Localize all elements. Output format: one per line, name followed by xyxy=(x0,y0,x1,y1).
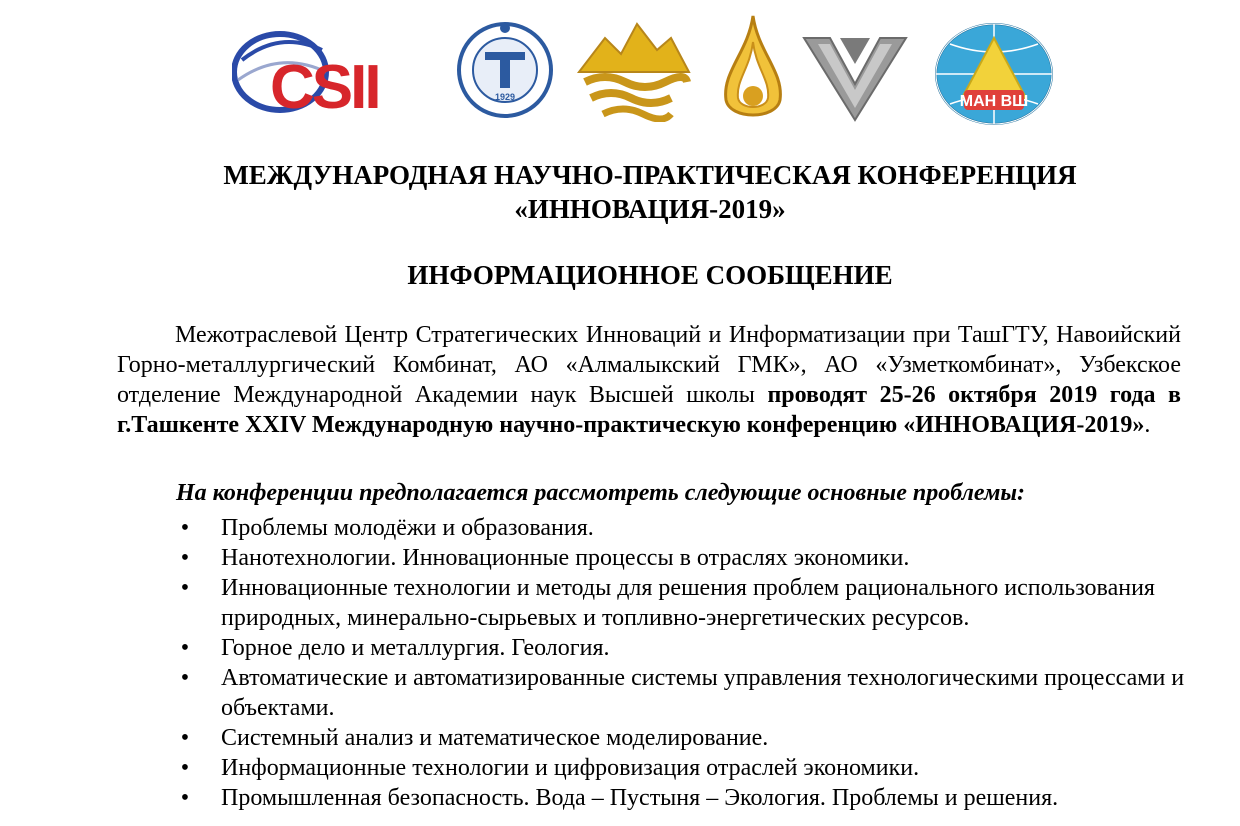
list-item: • Промышленная безопасность. Вода – Пустыня – Экология. Проблемы и решения. xyxy=(117,783,1217,813)
list-item: • Системный анализ и математическое моделирование. xyxy=(117,723,1217,753)
conference-title-line1: МЕЖДУНАРОДНАЯ НАУЧНО-ПРАКТИЧЕСКАЯ КОНФЕРЕНЦИЯ xyxy=(223,160,1077,190)
tstu-logo xyxy=(455,16,555,124)
bullet: • xyxy=(180,515,190,541)
bullet: • xyxy=(180,545,190,571)
svg-text:МАН ВШ: МАН ВШ xyxy=(959,93,1029,110)
topics-lead: На конференции предполагается рассмотреть следующие основные проблемы: xyxy=(176,480,1026,506)
list-item: • Автоматические и автоматизированные системы управления технологическими процессами и объектами. xyxy=(117,663,1217,723)
man-vsh-logo xyxy=(930,20,1058,128)
bullet: • xyxy=(180,575,190,601)
intro-bold-text: проводят 25-26 октября 2019 года в г.Ташкенте XXIV Международную научно-практическую конференцию «ИННОВАЦИЯ-2019» xyxy=(117,382,1181,438)
bullet: • xyxy=(180,635,190,661)
svg-text:CSII: CSII xyxy=(270,53,379,120)
intro-text: Межотраслевой Центр Стратегических Инноваций и Информатизации при ТашГТУ, Навоийский Горно-металлургический Комбинат, АО «Алмалыкский ГМК», АО «Узметкомбинат», Узбекское отделение Международной Академии наук Высшей школы xyxy=(117,322,1181,408)
bullet: • xyxy=(180,755,190,781)
list-item: • Проблемы молодёжи и образования. xyxy=(117,513,1217,543)
chevron-logo xyxy=(800,24,910,124)
mountain-logo xyxy=(575,18,693,122)
drop-logo xyxy=(718,12,788,130)
conference-title-line2: «ИННОВАЦИЯ-2019» xyxy=(514,194,786,224)
bullet: • xyxy=(180,785,190,811)
csii-logo xyxy=(232,20,432,120)
list-item: • Горное дело и металлургия. Геология. xyxy=(117,633,1217,663)
bullet: • xyxy=(180,725,190,751)
list-item: • Нанотехнологии. Инновационные процессы в отраслях экономики. xyxy=(117,543,1217,573)
list-item: • Инновационные технологии и методы для решения проблем рационального использования природных, минерально-сырьевых и топливно-энергетических ресурсов. xyxy=(117,573,1217,633)
intro-paragraph xyxy=(117,320,1181,440)
subheading: ИНФОРМАЦИОННОЕ СООБЩЕНИЕ xyxy=(407,260,893,290)
list-item: • Информационные технологии и цифровизация отраслей экономики. xyxy=(117,753,1217,783)
bullet: • xyxy=(180,665,190,691)
svg-text:1929: 1929 xyxy=(494,92,516,102)
logo-strip xyxy=(0,12,1240,130)
intro-end: . xyxy=(1144,412,1151,438)
topics-list xyxy=(117,513,1217,813)
